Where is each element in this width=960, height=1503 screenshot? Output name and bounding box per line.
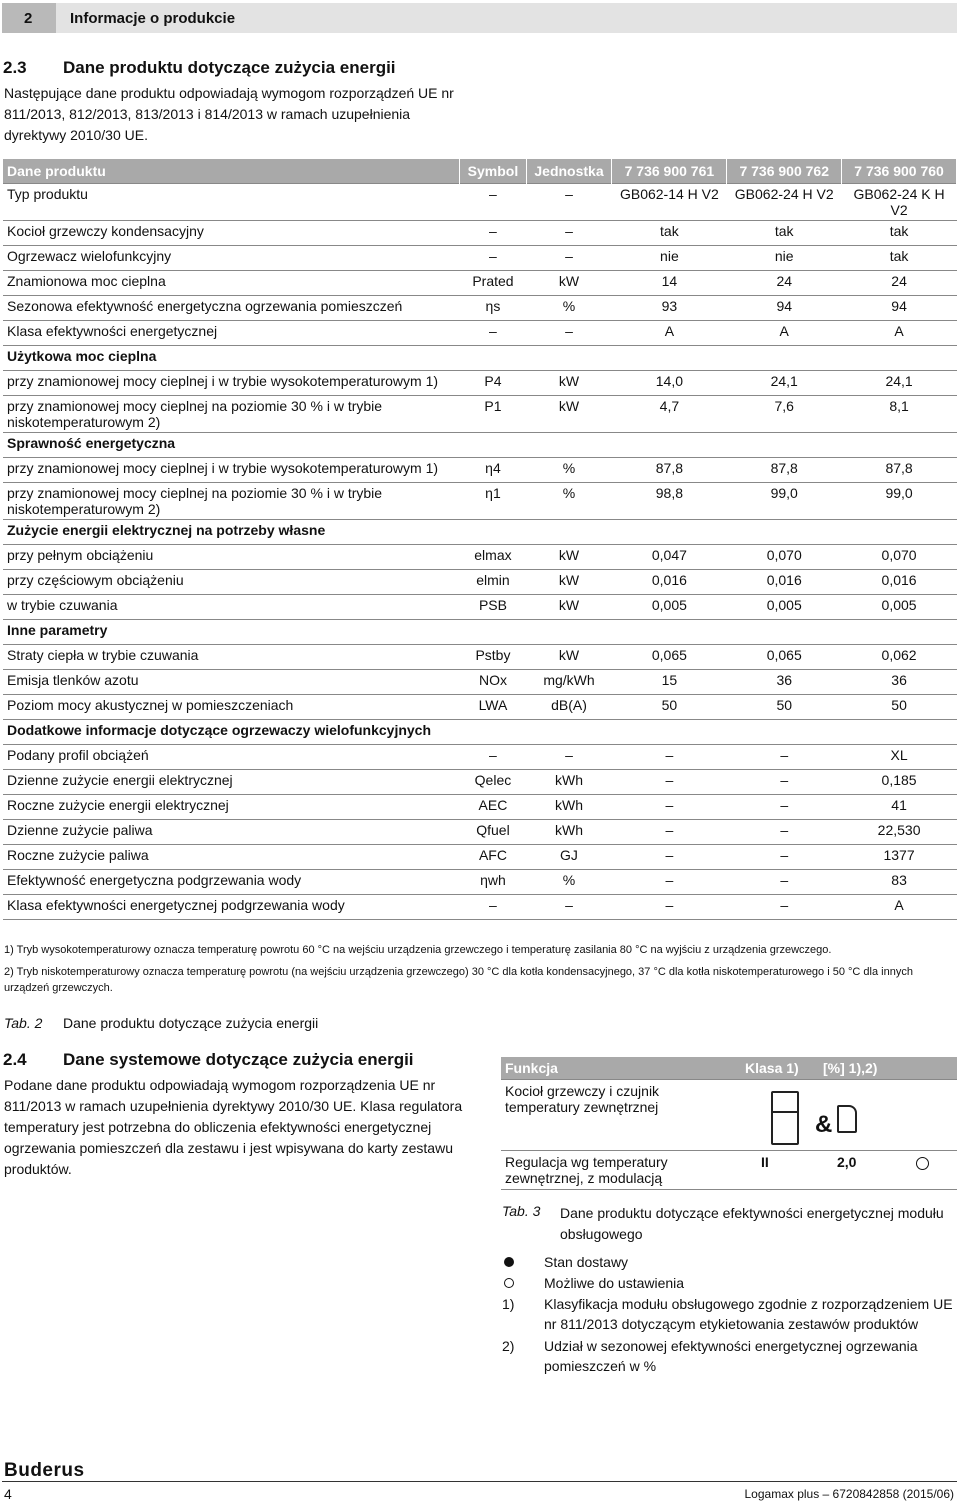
row-label: Klasa efektywności energetycznej podgrzewania wody [3, 895, 460, 920]
page-number: 4 [4, 1486, 12, 1502]
table-3-header-row [501, 1057, 957, 1080]
table-cell: kW [526, 371, 612, 396]
table-cell: kW [526, 645, 612, 670]
table-row [3, 246, 957, 271]
section-2-4-text: Podane dane produktu odpowiadają wymogom rozporządzenia UE nr 811/2013 w ramach uzupełnienia dyrektywy 2010/30 UE. Klasa regulatora temperatury jest potrzebna do obliczenia efektywności energetycznej ogrzewania pomieszczeń dla zestawu i jest wpisywana do karty zestawu produktów. [4, 1077, 463, 1177]
table-cell: mg/kWh [526, 670, 612, 695]
thermostat-icon [771, 1091, 799, 1145]
legend-text: Możliwe do ustawienia [544, 1275, 685, 1291]
table-cell: tak [842, 246, 957, 271]
footnote-2: 2) Tryb niskotemperaturowy oznacza temperaturę powrotu (na wejściu urządzenia grzewczego) 30 °C dla kotła kondensacyjnego, 37 °C dla kotła niskotemperaturowego i 50 °C dla innych urządzeń grzewczych. [4, 966, 913, 994]
table-header-cell: Symbol [460, 159, 526, 184]
table-cell: 24 [842, 271, 957, 296]
table-header-cell: 7 736 900 760 [842, 159, 957, 184]
table-cell: Qelec [460, 770, 526, 795]
group-heading: Dodatkowe informacje dotyczące ogrzewaczy wielofunkcyjnych [3, 720, 957, 745]
table-header-row [3, 159, 957, 184]
legend-text: Stan dostawy [544, 1254, 629, 1270]
row-label: Poziom mocy akustycznej w pomieszczeniach [3, 695, 460, 720]
section-2-3-intro: Następujące dane produktu odpowiadają wymogom rozporządzeń UE nr 811/2013, 812/2013, 813/2013 i 814/2013 w ramach uzupełnienia dyrektywy 2010/30 UE. [4, 85, 454, 143]
legend-item [502, 1294, 957, 1336]
table-cell: – [612, 845, 727, 870]
table-cell: 36 [727, 670, 842, 695]
table-3-percent-2: 2,0 [837, 1154, 857, 1170]
table-cell: kW [526, 396, 612, 433]
table-cell: 87,8 [727, 458, 842, 483]
table-group-row [3, 620, 957, 645]
table-cell: kWh [526, 820, 612, 845]
table-row [3, 645, 957, 670]
table-header-cell: 7 736 900 762 [727, 159, 842, 184]
row-label: Klasa efektywności energetycznej [3, 321, 460, 346]
row-label: Emisja tlenków azotu [3, 670, 460, 695]
footnote-1: 1) Tryb wysokotemperaturowy oznacza temperaturę powrotu 60 °C na wejściu urządzenia grzewczego i temperaturę zasilania 80 °C na wyjściu z urządzenia grzewczego. [4, 944, 832, 956]
table-cell: – [727, 845, 842, 870]
table-cell: tak [727, 221, 842, 246]
table-cell: 41 [842, 795, 957, 820]
table-cell: – [460, 221, 526, 246]
table-cell: 15 [612, 670, 727, 695]
table-row [3, 595, 957, 620]
table-group-row [3, 433, 957, 458]
table-2-caption: Dane produktu dotyczące zużycia energii [63, 1015, 319, 1031]
table-cell: % [526, 458, 612, 483]
table-row [3, 695, 957, 720]
table-cell: 24,1 [727, 371, 842, 396]
row-label: przy częściowym obciążeniu [3, 570, 460, 595]
chapter-header [2, 3, 957, 33]
document-reference: Logamax plus – 6720842858 (2015/06) [744, 1487, 954, 1501]
table-cell: – [526, 246, 612, 271]
table-cell: 94 [842, 296, 957, 321]
row-label: Kocioł grzewczy kondensacyjny [3, 221, 460, 246]
table-cell: nie [727, 246, 842, 271]
table-cell: – [460, 184, 526, 221]
legend-item [502, 1336, 957, 1378]
table-cell: η1 [460, 483, 526, 520]
row-label: przy pełnym obciążeniu [3, 545, 460, 570]
legend-text: Udział w sezonowej efektywności energetycznej ogrzewania pomieszczeń w % [544, 1338, 918, 1374]
table-cell: – [460, 246, 526, 271]
section-2-4-number: 2.4 [3, 1050, 27, 1069]
table-3-icons [745, 1083, 953, 1147]
table-row [3, 321, 957, 346]
table-cell: kWh [526, 795, 612, 820]
table-body [3, 184, 957, 920]
table-header-cell: 7 736 900 761 [612, 159, 727, 184]
table-cell: Qfuel [460, 820, 526, 845]
table-cell: 0,185 [842, 770, 957, 795]
table-row [3, 845, 957, 870]
footer-divider [2, 1481, 957, 1482]
table-cell: – [460, 895, 526, 920]
table-cell: 8,1 [842, 396, 957, 433]
row-label: Roczne zużycie paliwa [3, 845, 460, 870]
row-label: Typ produktu [3, 184, 460, 221]
table-cell: kWh [526, 770, 612, 795]
table-cell: GB062-14 H V2 [612, 184, 727, 221]
table-group-row [3, 720, 957, 745]
table-row [3, 458, 957, 483]
table-cell: 0,070 [842, 545, 957, 570]
filled-circle-icon [504, 1257, 514, 1267]
legend-mark: 1) [502, 1296, 515, 1312]
table-cell: 4,7 [612, 396, 727, 433]
table-cell: – [612, 895, 727, 920]
table-cell: 0,065 [727, 645, 842, 670]
table-cell: kW [526, 595, 612, 620]
outdoor-sensor-icon [837, 1105, 857, 1133]
section-2-3-title: Dane produktu dotyczące zużycia energii [63, 58, 396, 77]
table-cell: 7,6 [727, 396, 842, 433]
table-cell: A [727, 321, 842, 346]
row-label: Podany profil obciążeń [3, 745, 460, 770]
table-cell: GB062-24 K H V2 [842, 184, 957, 221]
table-row [3, 221, 957, 246]
table-cell: – [727, 895, 842, 920]
table-cell: 50 [842, 695, 957, 720]
table-3-header-class: Klasa 1) [741, 1057, 819, 1080]
table-cell: 94 [727, 296, 842, 321]
table-3-header-percent: [%] 1),2) [819, 1057, 957, 1080]
table-row [3, 483, 957, 520]
table-row [3, 770, 957, 795]
table-cell: P4 [460, 371, 526, 396]
table-cell: – [612, 870, 727, 895]
table-row [3, 271, 957, 296]
table-cell: AEC [460, 795, 526, 820]
table-cell: 0,016 [842, 570, 957, 595]
table-cell: 98,8 [612, 483, 727, 520]
table-cell: – [612, 820, 727, 845]
table-3-header-function: Funkcja [501, 1057, 741, 1080]
table-cell: 14,0 [612, 371, 727, 396]
row-label: przy znamionowej mocy cieplnej i w trybie wysokotemperaturowym 1) [3, 458, 460, 483]
table-cell: tak [842, 221, 957, 246]
row-label: przy znamionowej mocy cieplnej na poziomie 30 % i w trybie niskotemperaturowym 2) [3, 483, 460, 520]
table-cell: 0,062 [842, 645, 957, 670]
table-row [3, 184, 957, 221]
chapter-number: 2 [24, 10, 33, 27]
section-2-3-number: 2.3 [3, 58, 27, 77]
table-cell: A [842, 895, 957, 920]
table-cell: ηwh [460, 870, 526, 895]
table-3-caption: Dane produktu dotyczące efektywności energetycznej modułu obsługowego [560, 1205, 944, 1242]
row-label: Efektywność energetyczna podgrzewania wody [3, 870, 460, 895]
table-row [3, 870, 957, 895]
table-3-label: Tab. 3 [502, 1203, 541, 1219]
table-cell: 0,047 [612, 545, 727, 570]
table-cell: 0,005 [842, 595, 957, 620]
table-cell: – [612, 770, 727, 795]
adjustable-circle-icon [916, 1157, 929, 1170]
row-label: Dzienne zużycie paliwa [3, 820, 460, 845]
table-3-icons-cell [741, 1080, 957, 1151]
table-row [3, 296, 957, 321]
table-cell: – [526, 745, 612, 770]
table-cell: 50 [727, 695, 842, 720]
table-cell: NOx [460, 670, 526, 695]
table-cell: % [526, 483, 612, 520]
table-cell: – [526, 221, 612, 246]
table-cell: kW [526, 545, 612, 570]
section-2-4-title: Dane systemowe dotyczące zużycia energii [63, 1050, 414, 1069]
table-3-class-2: II [741, 1151, 819, 1190]
table-cell: Pstby [460, 645, 526, 670]
table-cell: 0,016 [612, 570, 727, 595]
table-cell: LWA [460, 695, 526, 720]
table-cell: 87,8 [842, 458, 957, 483]
table-3-function-1: Kocioł grzewczy i czujnik temperatury zewnętrznej [501, 1080, 741, 1151]
table-cell: 87,8 [612, 458, 727, 483]
product-data-table [3, 159, 957, 920]
table-cell: ηs [460, 296, 526, 321]
table-cell: P1 [460, 396, 526, 433]
table-row [3, 795, 957, 820]
legend-item [502, 1273, 957, 1294]
table-cell: Prated [460, 271, 526, 296]
table-cell: kW [526, 570, 612, 595]
table-cell: 83 [842, 870, 957, 895]
table-row [3, 545, 957, 570]
table-cell: – [612, 795, 727, 820]
table-cell: 14 [612, 271, 727, 296]
legend [502, 1252, 957, 1378]
table-cell: – [727, 770, 842, 795]
table-cell: nie [612, 246, 727, 271]
table-header-cell: Jednostka [526, 159, 612, 184]
table-cell: – [460, 745, 526, 770]
group-heading: Inne parametry [3, 620, 957, 645]
table-cell: 0,005 [612, 595, 727, 620]
table-cell: – [727, 745, 842, 770]
open-circle-icon [504, 1278, 514, 1288]
table-row [3, 670, 957, 695]
table-cell: – [526, 321, 612, 346]
table-cell: – [460, 321, 526, 346]
group-heading: Użytkowa moc cieplna [3, 346, 957, 371]
table-cell: elmin [460, 570, 526, 595]
table-cell: 99,0 [842, 483, 957, 520]
table-cell: GJ [526, 845, 612, 870]
row-label: Znamionowa moc cieplna [3, 271, 460, 296]
row-label: Straty ciepła w trybie czuwania [3, 645, 460, 670]
table-row [3, 371, 957, 396]
table-cell: 22,530 [842, 820, 957, 845]
row-label: przy znamionowej mocy cieplnej na poziomie 30 % i w trybie niskotemperaturowym 2) [3, 396, 460, 433]
table-cell: elmax [460, 545, 526, 570]
legend-mark: 2) [502, 1338, 515, 1354]
table-cell: – [612, 745, 727, 770]
table-cell: kW [526, 271, 612, 296]
table-cell: 0,005 [727, 595, 842, 620]
table-cell: – [727, 870, 842, 895]
table-cell: 50 [612, 695, 727, 720]
table-row [3, 570, 957, 595]
table-cell: 36 [842, 670, 957, 695]
table-3-row [501, 1080, 957, 1151]
table-cell: GB062-24 H V2 [727, 184, 842, 221]
group-heading: Zużycie energii elektrycznej na potrzeby własne [3, 520, 957, 545]
table-cell: 1377 [842, 845, 957, 870]
table-cell: 24,1 [842, 371, 957, 396]
table-cell: 0,016 [727, 570, 842, 595]
table-cell: – [727, 820, 842, 845]
table-cell: AFC [460, 845, 526, 870]
row-label: Sezonowa efektywność energetyczna ogrzewania pomieszczeń [3, 296, 460, 321]
legend-item [502, 1252, 957, 1273]
table-header-cell: Dane produktu [3, 159, 460, 184]
table-cell: 93 [612, 296, 727, 321]
table-cell: dB(A) [526, 695, 612, 720]
table-cell: % [526, 870, 612, 895]
row-label: Ogrzewacz wielofunkcyjny [3, 246, 460, 271]
legend-text: Klasyfikacja modułu obsługowego zgodnie z rozporządzeniem UE nr 811/2013 dotyczącym etykietowania zestawów produktów [544, 1296, 953, 1332]
table-cell: A [612, 321, 727, 346]
ampersand-symbol: & [815, 1111, 833, 1138]
table-cell: XL [842, 745, 957, 770]
row-label: w trybie czuwania [3, 595, 460, 620]
table-cell: – [727, 795, 842, 820]
row-label: Dzienne zużycie energii elektrycznej [3, 770, 460, 795]
table-cell: – [526, 184, 612, 221]
table-cell: % [526, 296, 612, 321]
table-row [3, 396, 957, 433]
table-row [3, 745, 957, 770]
table-2-label: Tab. 2 [4, 1015, 43, 1031]
table-group-row [3, 346, 957, 371]
table-cell: – [526, 895, 612, 920]
row-label: Roczne zużycie energii elektrycznej [3, 795, 460, 820]
table-cell: tak [612, 221, 727, 246]
table-group-row [3, 520, 957, 545]
table-cell: 0,070 [727, 545, 842, 570]
table-cell: 0,065 [612, 645, 727, 670]
control-module-table [501, 1057, 957, 1190]
group-heading: Sprawność energetyczna [3, 433, 957, 458]
table-cell: η4 [460, 458, 526, 483]
table-cell: 24 [727, 271, 842, 296]
table-3-function-2: Regulacja wg temperatury zewnętrznej, z modulacją [501, 1151, 741, 1190]
row-label: przy znamionowej mocy cieplnej i w trybie wysokotemperaturowym 1) [3, 371, 460, 396]
table-cell: A [842, 321, 957, 346]
table-cell: 99,0 [727, 483, 842, 520]
table-3-percent-cell [819, 1151, 957, 1190]
brand-logo: Buderus [4, 1460, 85, 1481]
table-row [3, 820, 957, 845]
table-row [3, 895, 957, 920]
table-3-row [501, 1151, 957, 1190]
chapter-title: Informacje o produkcie [70, 10, 236, 27]
table-cell: PSB [460, 595, 526, 620]
